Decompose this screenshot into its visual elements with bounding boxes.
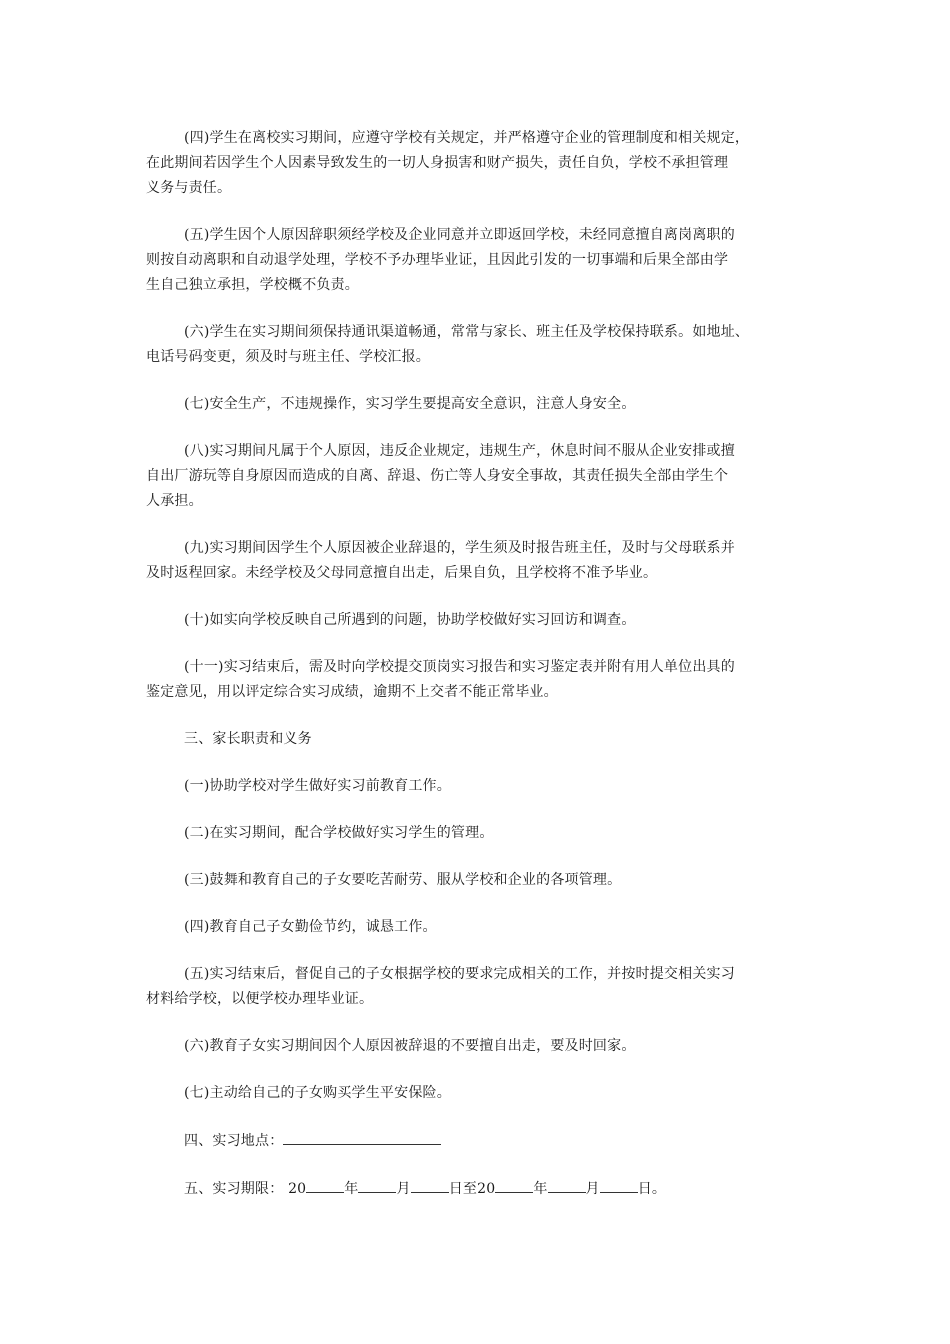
clause-4 [146,126,818,201]
clause-6 [146,320,818,370]
clause-10 [146,608,818,633]
end-day-unit: 日。 [637,1181,667,1197]
text-line: (九)实习期间因学生个人原因被企业辞退的，学生须及时报告班主任，及时与父母联系并 [184,540,735,556]
start-year-unit: 年 [344,1181,359,1197]
text-line: (二)在实习期间，配合学校做好实习学生的管理。 [184,825,494,841]
text-line: 及时返程回家。未经学校及父母同意擅自出走，后果自负，且学校将不准予毕业。 [146,565,658,581]
text-line: (五)实习结束后，督促自己的子女根据学校的要求完成相关的工作，并按时提交相关实习 [184,966,735,982]
start-month-blank[interactable] [358,1176,396,1193]
text-line: 在此期间若因学生个人因素导致发生的一切人身损害和财产损失，责任自负，学校不承担管理 [146,155,729,171]
text-line: (四)教育自己子女勤俭节约，诚恳工作。 [184,919,437,935]
end-day-blank[interactable] [600,1176,638,1193]
text-line: (六)学生在实习期间须保持通讯渠道畅通，常常与家长、班主任及学校保持联系。如地址、 [184,324,750,340]
end-year-unit: 年 [533,1181,548,1197]
text-line: (五)学生因个人原因辞职须经学校及企业同意并立即返回学校，未经同意擅自离岗离职的 [184,227,735,243]
internship-location [146,1128,818,1154]
text-line: 义务与责任。 [146,180,232,196]
internship-period [146,1176,818,1202]
start-year-prefix: 20 [288,1181,307,1197]
text-line: (一)协助学校对学生做好实习前教育工作。 [184,778,451,794]
clause-8 [146,439,818,514]
parent-duty-3 [146,868,818,893]
text-line: 鉴定意见，用以评定综合实习成绩，逾期不上交者不能正常毕业。 [146,684,558,700]
start-day-to: 日至 [448,1181,478,1197]
start-month-unit: 月 [396,1181,411,1197]
text-line: 材料给学校，以便学校办理毕业证。 [146,991,374,1007]
period-label: 五、实习期限： [184,1181,284,1197]
end-year-prefix: 20 [477,1181,496,1197]
end-month-unit: 月 [585,1181,600,1197]
clause-7 [146,392,818,417]
clause-9 [146,536,818,586]
text-line: (八)实习期间凡属于个人原因，违反企业规定，违规生产，休息时间不服从企业安排或擅 [184,443,735,459]
parent-duty-6 [146,1034,818,1059]
document-page [146,126,818,1224]
parent-duty-1 [146,774,818,799]
text-line: 生自己独立承担，学校概不负责。 [146,277,359,293]
text-line: (七)安全生产，不违规操作，实习学生要提高安全意识，注意人身安全。 [184,396,636,412]
start-day-blank[interactable] [411,1176,449,1193]
text-line: 则按自动离职和自动退学处理，学校不予办理毕业证，且因此引发的一切事端和后果全部由学 [146,252,729,268]
location-blank-field[interactable] [283,1128,441,1145]
clause-11 [146,655,818,705]
end-year-blank[interactable] [495,1176,533,1193]
location-label: 四、实习地点： [184,1133,284,1149]
parent-duty-2 [146,821,818,846]
text-line: 人承担。 [146,493,203,509]
text-line: (四)学生在离校实习期间，应遵守学校有关规定，并严格遵守企业的管理制度和相关规定， [184,130,750,146]
text-line: 电话号码变更，须及时与班主任、学校汇报。 [146,349,430,365]
parent-duty-4 [146,915,818,940]
text-line: 三、家长职责和义务 [184,731,312,747]
section-heading-parent-duties [146,727,818,752]
text-line: (三)鼓舞和教育自己的子女要吃苦耐劳、服从学校和企业的各项管理。 [184,872,622,888]
text-line: (十)如实向学校反映自己所遇到的问题，协助学校做好实习回访和调查。 [184,612,636,628]
parent-duty-5 [146,962,818,1012]
end-month-blank[interactable] [548,1176,586,1193]
text-line: (七)主动给自己的子女购买学生平安保险。 [184,1085,451,1101]
text-line: 自出厂游玩等自身原因而造成的自离、辞退、伤亡等人身安全事故，其责任损失全部由学生个 [146,468,729,484]
parent-duty-7 [146,1081,818,1106]
text-line: (十一)实习结束后，需及时向学校提交顶岗实习报告和实习鉴定表并附有用人单位出具的 [184,659,735,675]
start-year-blank[interactable] [306,1176,344,1193]
clause-5 [146,223,818,298]
text-line: (六)教育子女实习期间因个人原因被辞退的不要擅自出走，要及时回家。 [184,1038,636,1054]
